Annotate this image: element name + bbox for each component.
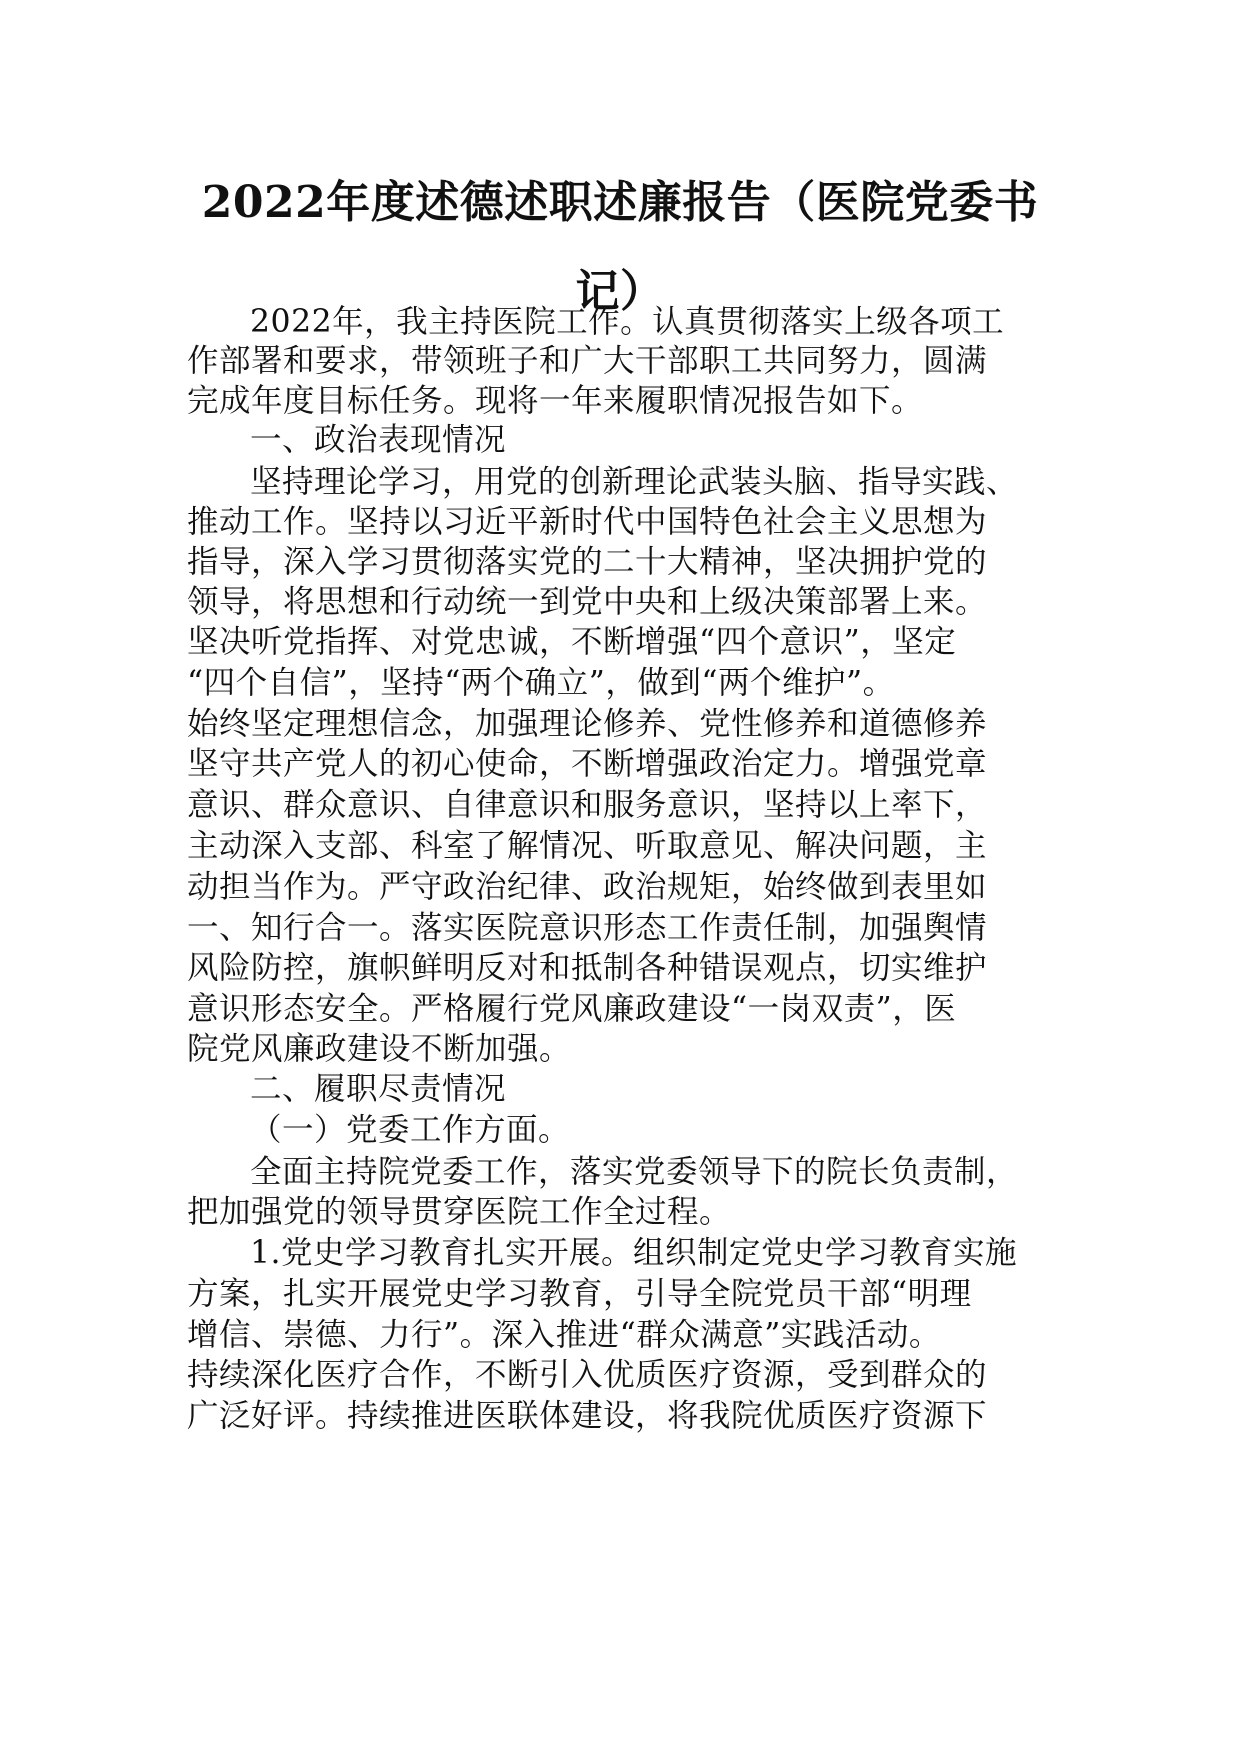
body-line: 把加强党的领导贯穿医院工作全过程。 — [187, 1194, 732, 1230]
section-heading: 一、政治表现情况 — [250, 422, 507, 458]
body-line: 主动深入支部、科室了解情况、听取意见、解决问题，主 — [187, 828, 988, 864]
document-title-line-2: 记） — [575, 266, 665, 317]
body-line: 推动工作。坚持以习近平新时代中国特色社会主义思想为 — [187, 504, 988, 540]
body-line: 坚持理论学习，用党的创新理论武装头脑、指导实践、 — [250, 464, 1019, 500]
body-line: 指导，深入学习贯彻落实党的二十大精神，坚决拥护党的 — [187, 544, 988, 580]
body-line: 作部署和要求，带领班子和广大干部职工共同努力，圆满 — [187, 343, 988, 379]
subsection-heading: （一）党委工作方面。 — [250, 1112, 571, 1148]
body-line: 院党风廉政建设不断加强。 — [187, 1031, 572, 1067]
body-line: 意识形态安全。严格履行党风廉政建设“一岗双责”，医 — [187, 991, 957, 1027]
body-line: 始终坚定理想信念，加强理论修养、党性修养和道德修养 — [187, 706, 988, 742]
body-line: 1.党史学习教育扎实开展。组织制定党史学习教育实施 — [250, 1235, 1018, 1271]
body-line: 方案，扎实开展党史学习教育，引导全院党员干部“明理 — [187, 1276, 972, 1312]
body-line: 持续深化医疗合作，不断引入优质医疗资源，受到群众的 — [187, 1357, 988, 1393]
body-line: 风险防控，旗帜鲜明反对和抵制各种错误观点，切实维护 — [187, 950, 988, 986]
body-line: 领导，将思想和行动统一到党中央和上级决策部署上来。 — [187, 584, 988, 620]
body-line: 增信、崇德、力行”。深入推进“群众满意”实践活动。 — [187, 1317, 941, 1353]
body-line: 广泛好评。持续推进医联体建设，将我院优质医疗资源下 — [187, 1398, 988, 1434]
body-line: 2022年，我主持医院工作。认真贯彻落实上级各项工 — [250, 304, 1005, 340]
body-line: 完成年度目标任务。现将一年来履职情况报告如下。 — [187, 383, 924, 419]
document-title-line-1: 2022年度述德述职述廉报告（医院党委书 — [201, 177, 1039, 228]
body-line: 意识、群众意识、自律意识和服务意识，坚持以上率下， — [187, 787, 988, 823]
body-line: 一、知行合一。落实医院意识形态工作责任制，加强舆情 — [187, 910, 988, 946]
section-heading: 二、履职尽责情况 — [250, 1071, 507, 1107]
body-line: 坚决听党指挥、对党忠诚，不断增强“四个意识”，坚定 — [187, 624, 957, 660]
body-line: “四个自信”，坚持“两个确立”，做到“两个维护”。 — [187, 665, 895, 701]
body-line: 动担当作为。严守政治纪律、政治规矩，始终做到表里如 — [187, 869, 988, 905]
body-line: 坚守共产党人的初心使命，不断增强政治定力。增强党章 — [187, 746, 988, 782]
body-line: 全面主持院党委工作，落实党委领导下的院长负责制， — [250, 1154, 1019, 1190]
